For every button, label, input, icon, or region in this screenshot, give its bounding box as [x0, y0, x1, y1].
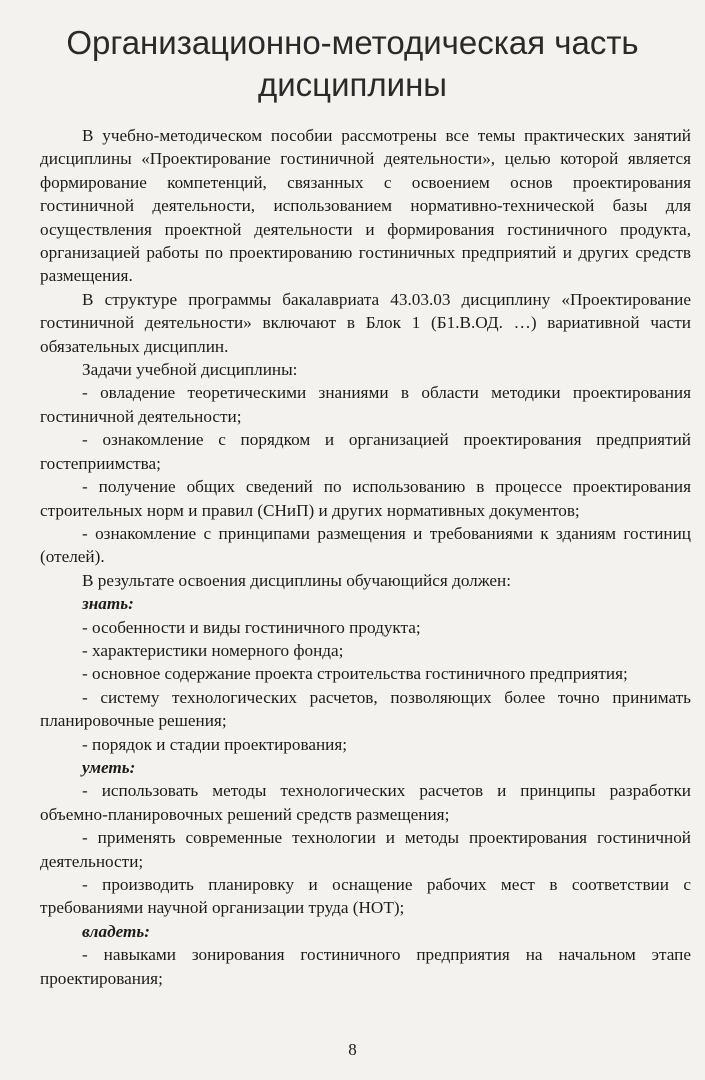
can-item: - применять современные технологии и методы проектирования гостиничной деятельности;: [40, 828, 691, 871]
page-number: 8: [348, 1040, 357, 1059]
know-item: - особенности и виды гостиничного продукта;: [82, 617, 421, 637]
master-heading: владеть:: [82, 921, 150, 941]
know-item: - систему технологических расчетов, позволяющих более точно принимать планировочные решения;: [40, 687, 691, 731]
task-item: - овладение теоретическими знаниями в области методики проектирования гостиничной деятельности;: [40, 383, 691, 426]
body-text: [40, 124, 691, 990]
intro-paragraph: В учебно-методическом пособии рассмотрены все темы практических занятий дисциплины «Проектирование гостиничной деятельности», целью которой является формирование компетенций, связанных с освоением основ проектирования гостиничной деятельности, использованием нормативно-технической базы для осуществления проектной деятельности и формирования гостиничного продукта, организацией работы по проектированию гостиничных предприятий и других средств размещения.: [40, 126, 691, 286]
know-item: - порядок и стадии проектирования;: [82, 734, 348, 754]
can-heading: уметь:: [82, 757, 136, 777]
section-title: [20, 22, 685, 106]
can-item: - производить планировку и оснащение рабочих мест в соответствии с требованиями научной организации труда (НОТ);: [40, 875, 691, 918]
task-item: - ознакомление с принципами размещения и требованиями к зданиям гостиниц (отелей).: [40, 523, 691, 567]
know-item: - характеристики номерного фонда;: [82, 640, 344, 660]
program-structure-paragraph: В структуре программы бакалавриата 43.03.03 дисциплину «Проектирование гостиничной деятельности» включают в Блок 1 (Б1.В.ОД. …) вариативной части обязательных дисциплин.: [40, 289, 691, 356]
task-item: - ознакомление с порядком и организацией проектирования предприятий гостеприимства;: [40, 430, 691, 473]
know-item: - основное содержание проекта строительства гостиничного предприятия;: [82, 664, 628, 684]
tasks-heading: Задачи учебной дисциплины:: [82, 360, 298, 380]
can-item: - использовать методы технологических расчетов и принципы разработки объемно-планировочных решений средств размещения;: [40, 781, 691, 824]
section-title-line-2: дисциплины: [257, 66, 448, 103]
outcomes-heading: В результате освоения дисциплины обучающийся должен:: [82, 570, 512, 590]
task-item: - получение общих сведений по использованию в процессе проектирования строительных норм и правил (СНиП) и других нормативных документов;: [40, 477, 691, 520]
section-title-line-1: Организационно-методическая часть: [66, 24, 639, 61]
master-item: - навыками зонирования гостиничного предприятия на начальном этапе проектирования;: [40, 945, 691, 988]
know-heading: знать:: [82, 594, 134, 614]
